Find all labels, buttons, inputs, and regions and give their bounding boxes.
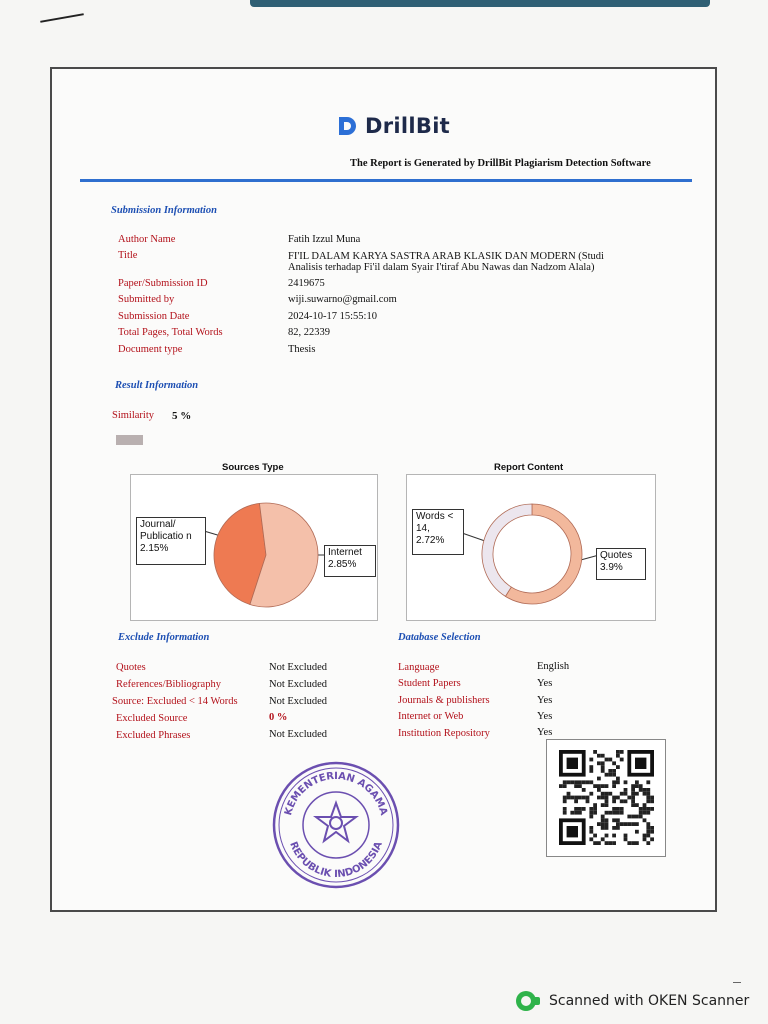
- drillbit-logo: [335, 114, 450, 138]
- exclude-words-label: Source: Excluded < 14 Words: [112, 696, 238, 707]
- exclude-quotes-value: Not Excluded: [269, 662, 328, 673]
- document-type-label: Document type: [118, 344, 183, 355]
- stamp-text-top: KEMENTERIAN AGAMA: [283, 770, 389, 817]
- excluded-phrases-value: Not Excluded: [269, 729, 328, 740]
- scanner-watermark: [515, 990, 749, 1012]
- institution-repository-value: Yes: [537, 727, 553, 738]
- student-papers-label: Student Papers: [398, 678, 461, 689]
- excluded-phrases-label: Excluded Phrases: [116, 730, 191, 741]
- callout-words: Words < 14, 2.72%: [412, 509, 464, 555]
- sources-type-chart: [130, 474, 378, 621]
- author-name-label: Author Name: [118, 234, 176, 245]
- callout-internet: Internet 2.85%: [324, 545, 376, 577]
- drillbit-logo-icon: [335, 114, 359, 138]
- submission-id-value: 2419675: [288, 278, 325, 289]
- database-section-title: Database Selection: [398, 632, 481, 643]
- callout-journal: Journal/ Publicatio n 2.15%: [136, 517, 206, 565]
- submission-date-value: 2024-10-17 15:55:10: [288, 311, 377, 322]
- similarity-swatch: [116, 435, 143, 445]
- language-label: Language: [398, 662, 440, 673]
- svg-text:KEMENTERIAN AGAMA: [283, 771, 389, 817]
- internet-web-label: Internet or Web: [398, 711, 464, 722]
- stamp-text-bottom: REPUBLIK INDONESIA: [287, 840, 385, 881]
- exclude-quotes-label: Quotes: [116, 662, 146, 673]
- pen-mark: [40, 13, 84, 23]
- submitted-by-label: Submitted by: [118, 294, 175, 305]
- student-papers-value: Yes: [537, 678, 553, 689]
- exclude-references-label: References/Bibliography: [116, 679, 221, 690]
- generated-by-text: The Report is Generated by DrillBit Plagiarism Detection Software: [350, 158, 651, 169]
- similarity-value: 5 %: [172, 410, 192, 422]
- svg-text:REPUBLIK INDONESIA: [287, 840, 385, 880]
- exclude-references-value: Not Excluded: [269, 679, 328, 690]
- sources-pie: [214, 503, 318, 607]
- total-pages-label: Total Pages, Total Words: [118, 327, 223, 338]
- scanner-logo-icon: [515, 990, 541, 1012]
- institution-repository-label: Institution Repository: [398, 728, 490, 739]
- header-rule: [80, 179, 692, 182]
- title-label: Title: [118, 250, 138, 261]
- total-pages-value: 82, 22339: [288, 327, 330, 338]
- internet-web-value: Yes: [537, 711, 553, 722]
- report-content-chart: [406, 474, 656, 621]
- logo-text: DrillBit: [365, 114, 451, 138]
- journals-publishers-value: Yes: [537, 695, 553, 706]
- document-type-value: Thesis: [288, 344, 316, 355]
- pie-slice-0: [505, 504, 582, 604]
- title-value: FI'IL DALAM KARYA SASTRA ARAB KLASIK DAN MODERN (Studi Analisis terhadap Fi'il dalam Syair I'tiraf Abu Nawas dan Nadzom Alala): [288, 251, 604, 273]
- excluded-source-label: Excluded Source: [116, 713, 188, 724]
- submission-date-label: Submission Date: [118, 311, 190, 322]
- author-name-value: Fatih Izzul Muna: [288, 234, 361, 245]
- similarity-label: Similarity: [112, 410, 154, 421]
- callout-quotes: Quotes 3.9%: [596, 548, 646, 580]
- qr-code: [546, 739, 666, 857]
- sources-type-title: Sources Type: [222, 462, 284, 473]
- stamp-emblem-icon: [316, 803, 356, 841]
- result-section-title: Result Information: [115, 380, 199, 391]
- content-donut: [482, 504, 582, 604]
- exclude-words-value: Not Excluded: [269, 696, 328, 707]
- report-page: [50, 67, 717, 912]
- report-content-title: Report Content: [494, 462, 564, 473]
- scanner-text: Scanned with OKEN Scanner: [549, 993, 750, 1009]
- qr-code-icon: [547, 740, 665, 856]
- pie-slice-1: [482, 504, 532, 596]
- submission-id-label: Paper/Submission ID: [118, 278, 208, 289]
- submission-section-title: Submission Information: [111, 205, 217, 216]
- excluded-source-value: 0 %: [269, 712, 288, 723]
- journals-publishers-label: Journals & publishers: [398, 695, 490, 706]
- ministry-stamp: [270, 759, 402, 896]
- edge-mark: [733, 982, 741, 983]
- top-edge-strip: [250, 0, 710, 7]
- exclude-section-title: Exclude Information: [118, 632, 210, 643]
- language-value: English: [537, 661, 570, 672]
- submitted-by-value: wiji.suwarno@gmail.com: [288, 294, 397, 305]
